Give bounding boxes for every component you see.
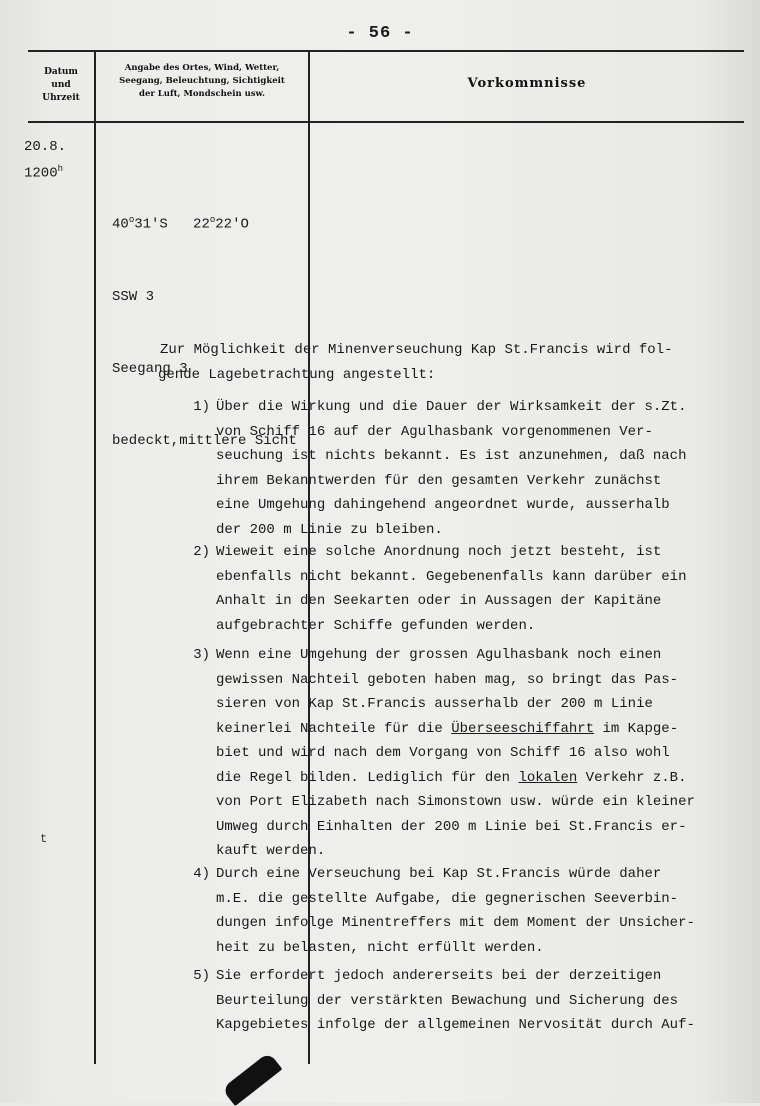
entry-position — [112, 208, 297, 237]
item-line-part: keinerlei Nachteile für die — [216, 720, 452, 737]
item-line: heit zu belasten, nicht erfüllt werden. — [216, 939, 544, 956]
lon-minutes: 22'O — [215, 216, 249, 233]
entry-sea-state: Seegang 3 — [112, 360, 188, 377]
item-line: ihrem Bekanntwerden für den gesamten Verkehr zunächst — [216, 472, 662, 489]
item-number: 4) — [193, 866, 210, 882]
item-number: 2) — [193, 544, 210, 560]
header-place-line: Seegang, Beleuchtung, Sichtigkeit — [119, 76, 285, 86]
entry-date — [24, 136, 66, 185]
item-line: Kapgebietes infolge der allgemeinen Nervosität durch Auf- — [216, 1017, 695, 1033]
entry-time-value: 1200 — [24, 165, 58, 182]
item-2-text — [216, 540, 686, 638]
header-events-column: Vorkommnisse — [467, 76, 587, 91]
intro-line: gende Lagebetrachtung angestellt: — [158, 366, 436, 383]
item-line — [216, 717, 695, 742]
ink-blot — [222, 1052, 283, 1106]
lat-minutes: 31'S — [134, 216, 168, 233]
item-line: biet und wird nach dem Vorgang von Schiff 16 also wohl — [216, 745, 670, 761]
item-4-text — [216, 862, 695, 960]
item-line: von Schiff 16 auf der Agulhasbank vorgenommenen Ver- — [216, 423, 653, 440]
top-rule — [28, 50, 744, 52]
item-line — [216, 766, 695, 791]
item-line: kauft werden. — [216, 843, 326, 859]
item-line: aufgebrachter Schiffe gefunden werden. — [216, 617, 536, 634]
item-line-part: im Kapge- — [594, 720, 679, 737]
item-number: 1) — [193, 399, 210, 415]
entry-time — [24, 158, 66, 185]
item-5-text — [216, 964, 695, 1038]
item-3-text — [216, 643, 695, 864]
lon-degrees: 22 — [193, 216, 210, 233]
header-date-column — [28, 66, 94, 105]
item-line: Sie erfordert jedoch andererseits bei der derzeitigen — [216, 968, 662, 984]
item-line: eine Umgehung dahingehend angeordnet wurde, ausserhalb — [216, 497, 670, 513]
item-line: Wieweit eine solche Anordnung noch jetzt besteht, ist — [216, 544, 662, 560]
entry-wind: SSW 3 — [112, 288, 155, 305]
item-line: gewissen Nachteil geboten haben mag, so bringt das Pas- — [216, 671, 679, 688]
item-line: der 200 m Linie zu bleiben. — [216, 521, 443, 538]
header-date-line: Datum — [44, 67, 78, 77]
item-line: Umweg durch Einhalten der 200 m Linie bei St.Francis er- — [216, 818, 687, 835]
intro-line: Zur Möglichkeit der Minenverseuchung Kap St.Francis wird fol- — [160, 342, 673, 358]
intro-paragraph — [160, 338, 672, 387]
entry-weather: bedeckt,mittlere Sicht — [112, 432, 297, 449]
header-rule — [28, 121, 744, 123]
item-line: von Port Elizabeth nach Simonstown usw. würde ein kleiner — [216, 794, 695, 810]
item-number: 5) — [193, 968, 210, 984]
item-line: sieren von Kap St.Francis ausserhalb der 200 m Linie — [216, 696, 653, 712]
item-line: m.E. die gestellte Aufgabe, die gegnerischen Seeverbin- — [216, 890, 679, 907]
header-place-line: der Luft, Mondschein usw. — [139, 89, 265, 99]
header-date-line: und — [51, 80, 71, 90]
item-number: 3) — [193, 647, 210, 663]
item-line: Wenn eine Umgehung der grossen Agulhasbank noch einen — [216, 647, 662, 663]
item-line: seuchung ist nichts bekannt. Es ist anzunehmen, daß nach — [216, 448, 687, 464]
header-place-line: Angabe des Ortes, Wind, Wetter, — [124, 63, 280, 73]
item-line: dungen infolge Minentreffers mit dem Moment der Unsicher- — [216, 915, 695, 931]
entry-time-suffix: h — [57, 164, 64, 174]
margin-mark: t — [40, 832, 48, 846]
page-number: - 56 - — [346, 24, 414, 43]
header-place-column — [98, 62, 306, 101]
underlined-term: Überseeschiffahrt — [451, 720, 595, 737]
lat-degrees: 40 — [112, 216, 129, 233]
column-divider-1 — [94, 52, 96, 1064]
item-line: Durch eine Verseuchung bei Kap St.Francis würde daher — [216, 866, 662, 882]
item-line-part: die Regel bilden. Lediglich für den — [216, 769, 519, 786]
degree-sign: o — [128, 215, 135, 225]
underlined-term: lokalen — [518, 769, 578, 786]
item-line: Anhalt in den Seekarten oder in Aussagen der Kapitäne — [216, 593, 662, 609]
degree-sign: o — [209, 215, 216, 225]
item-1-text — [216, 395, 686, 542]
item-line: Über die Wirkung und die Dauer der Wirksamkeit der s.Zt. — [216, 399, 687, 415]
item-line-part: Verkehr z.B. — [577, 769, 687, 786]
header-date-line: Uhrzeit — [42, 93, 80, 103]
entry-date-day: 20.8. — [24, 139, 67, 155]
item-line: ebenfalls nicht bekannt. Gegebenenfalls kann darüber ein — [216, 568, 687, 585]
item-line: Beurteilung der verstärkten Bewachung und Sicherung des — [216, 992, 679, 1009]
